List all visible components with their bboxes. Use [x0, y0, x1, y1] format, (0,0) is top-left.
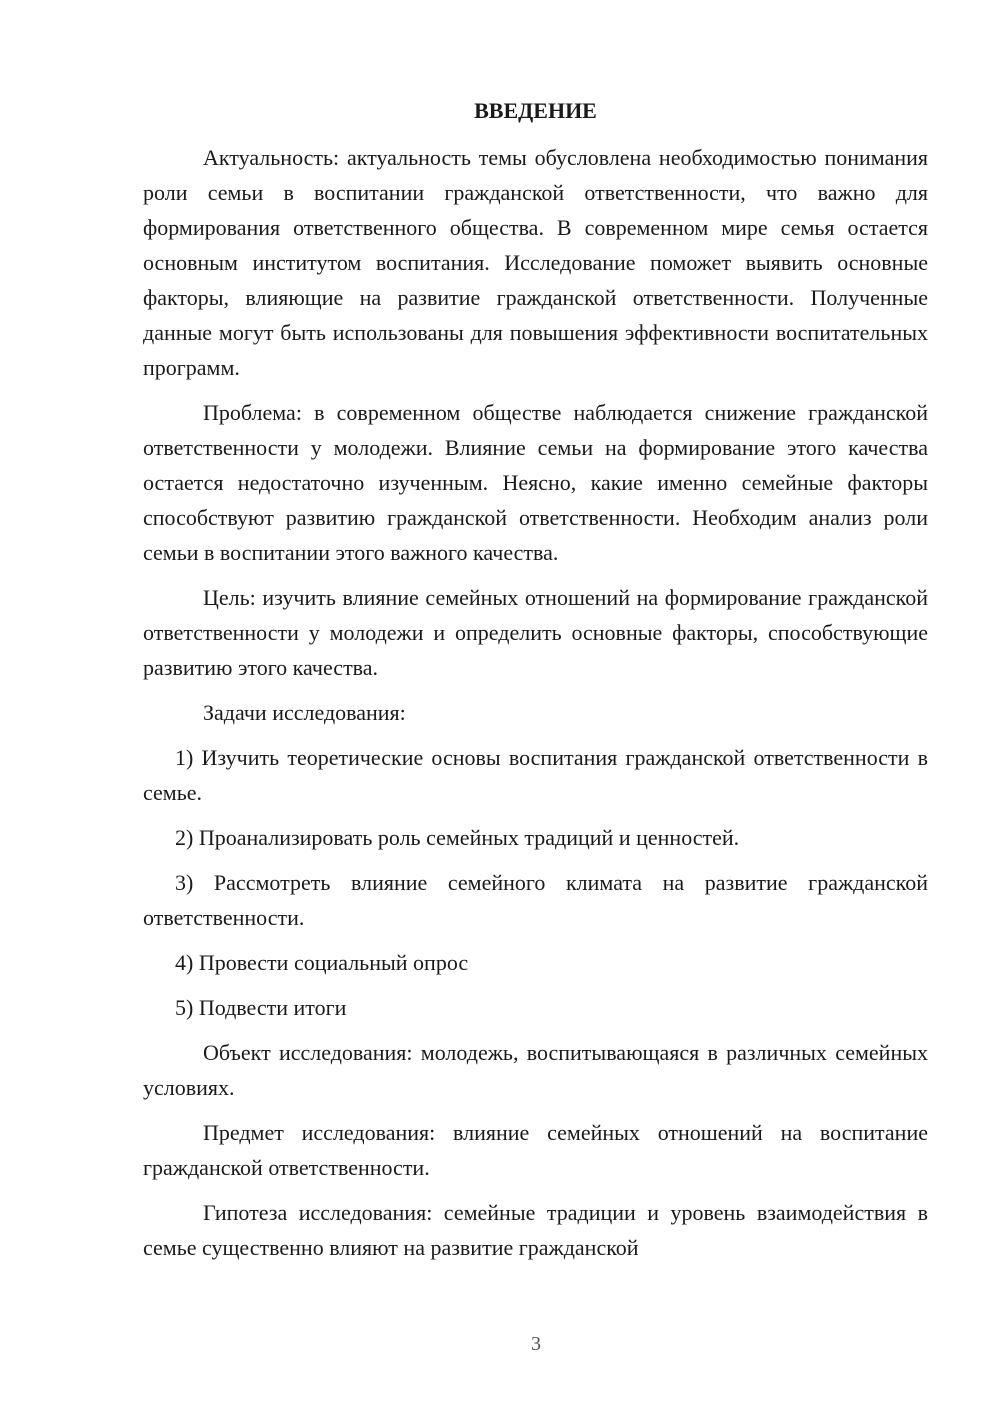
task-item: 5) Подвести итоги — [175, 995, 347, 1020]
problem-paragraph: Проблема: в современном обществе наблюдается снижение гражданской ответственности у молодежи. Влияние семьи на формирование этого качества остается недостаточно изученным. Неясно, какие именно семейные факторы способствуют развитию гражданской ответственности. Необходим анализ роли семьи в воспитании этого важного качества. — [143, 400, 928, 565]
section-heading: ВВЕДЕНИЕ — [474, 98, 597, 123]
page-number: 3 — [531, 1333, 541, 1355]
task-item: 1) Изучить теоретические основы воспитания гражданской ответственности в семье. — [143, 745, 928, 805]
relevance-paragraph: Актуальность: актуальность темы обусловлена необходимостью понимания роли семьи в воспитании гражданской ответственности, что важно для формирования ответственного общества. В современном мире семья остается основным институтом воспитания. Исследование поможет выявить основные факторы, влияющие на развитие гражданской ответственности. Полученные данные могут быть использованы для повышения эффективности воспитательных программ. — [143, 145, 928, 380]
task-item: 2) Проанализировать роль семейных традиций и ценностей. — [175, 825, 740, 850]
hypothesis-paragraph: Гипотеза исследования: семейные традиции и уровень взаимодействия в семье существенно влияют на развитие гражданской — [143, 1200, 928, 1260]
goal-paragraph: Цель: изучить влияние семейных отношений на формирование гражданской ответственности у молодежи и определить основные факторы, способствующие развитию этого качества. — [143, 585, 928, 680]
object-paragraph: Объект исследования: молодежь, воспитывающаяся в различных семейных условиях. — [143, 1040, 928, 1100]
task-item: 4) Провести социальный опрос — [175, 950, 469, 975]
page-content — [143, 96, 928, 1275]
tasks-title: Задачи исследования: — [203, 700, 406, 725]
subject-paragraph: Предмет исследования: влияние семейных отношений на воспитание гражданской ответственности. — [143, 1120, 928, 1180]
task-item: 3) Рассмотреть влияние семейного климата на развитие гражданской ответственности. — [143, 870, 928, 930]
